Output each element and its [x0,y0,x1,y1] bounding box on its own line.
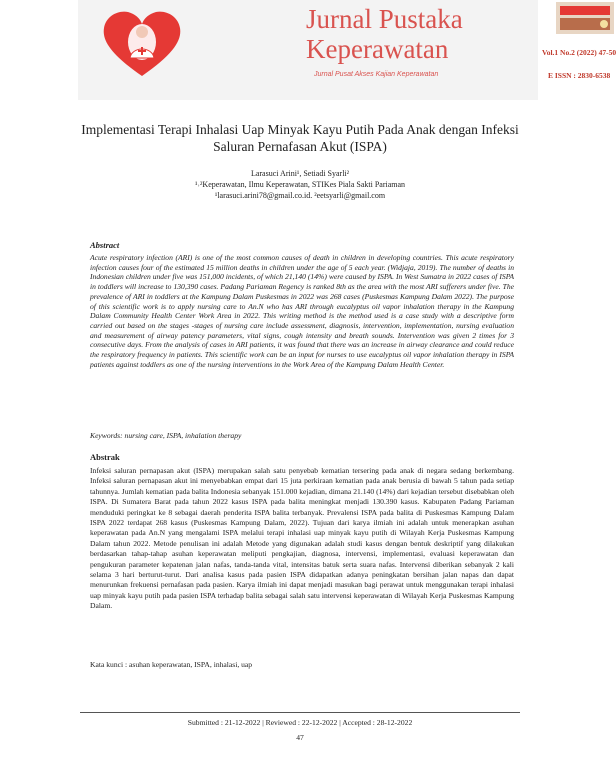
article-title: Implementasi Terapi Inhalasi Uap Minyak Kayu Putih Pada Anak dengan Infeksi Saluran Pernafasan Akut (ISPA) [81,122,519,154]
article-authors: Larasuci Arini¹, Setiadi Syarli² [250,169,350,178]
journal-cover-icon [556,2,614,34]
journal-header [78,0,616,100]
page-number: 47 [296,733,304,742]
journal-issn: E ISSN : 2830-6538 [548,71,611,80]
journal-volume: Vol.1 No.2 (2022) 47-50 [542,48,616,57]
journal-title [306,4,463,64]
heart-logo-icon [100,6,184,80]
footer-divider [80,712,520,713]
article-emails: ¹larasuci.arini78@gmail.co.id. ²eetsyarli@gmail.com [214,191,386,200]
abstract-id-text: Infeksi saluran pernapasan akut (ISPA) merupakan salah satu penyebab kematian tersering pada anak di negara sedang berkembang. Infeksi saluran pernapasan akut ini menyebabkan empat dari 15 juta perkiraan kematian pada anak berusia di bawah 5 tahun pada setiap tahunnya. Jumlah kematian pada balita Indonesia sebanyak 151.000 kejadian, dimana 21.140 (14%) dari kejadian tersebut disebabkan oleh ISPA. Di Sumatera Barat pada tahun 2022 kasus ISPA pada balita meningkat menjadi 130.390 kasus. Kabupaten Padang Pariaman menduduki peringkat ke 8 sebagai daerah penderita ISPA balita terbanyak. Prevalensi ISPA pada balita di Puskesmas Kampung Dalam ISPA 2022 terdapat 268 kasus (Puskesmas Kampung Dalam, 2022). Tujuan dari karya ilmiah ini adalah untuk menerapkan asuhan keperawatan pada An.N yang mengalami ISPA melalui terapi inhalasi uap minyak kayu putih di Wilayah Kerja Puskesmas Kampung Dalam tahun 2022. Metode penulisan ini adalah Metode yang digunakan adalah studi kasus dengan bentuk deskriptif yang dilakukan berdasarkan tahap-tahap asuhan keperawatan meliputi pengkajian, diagnosa, intervensi, implementasi, evaluasi keperawatan dan pengukuran parameter kepatenan jalan nafas, tanda-tanda vital, intensitas batuk serta suara nafas. Intervensi diberikan sebanyak 2 kali selama 3 hari berturut-turut. Dari analisa kasus pada pasien ISPA didapatkan adanya peningkatan bersihan jalan napas dan dapat menurunkan frekuensi pernafasan pada pasien. Karya ilmiah ini dapat menjadi masukan bagi perawat untuk menggunakan terapi inhalasi uap minyak kayu putih pada pasien ISPA terhadap balita sebagai salah satu intervensi keperawatan di Wilayah Kerja Puskesmas Kampung Dalam. [90,466,514,611]
article-affiliation: ¹˒²Keperawatan, Ilmu Keperawatan, STIKes Piala Sakti Pariaman [194,180,406,189]
journal-tagline: Jurnal Pusat Akses Kajian Keperawatan [314,71,439,78]
keywords-id: Kata kunci : asuhan keperawatan, ISPA, inhalasi, uap [90,660,253,669]
abstract-en-text: Acute respiratory infection (ARI) is one of the most common causes of death in children in developing countries. This acute respiratory infection causes four of the estimated 15 million deaths in children under the age of 5 each year. (Widjaja, 2019). The number of deaths in Indonesian children under five was 151,000 incidents, of which 21,140 (14%) were caused by ISPA. In West Sumatra in 2022 cases of ISPA in toddlers will increase to 130,390 cases. Padang Pariaman Regency is ranked 8th as the area with the most ARI sufferers under five. The prevalence of ARI in toddlers at the Kampung Dalam Puskesmas in 2022 was 268 cases (Puskesmas Kampung Dalam 2022). The purpose of this scientific work is to apply nursing care to An.N who has ARI through eucalyptus oil vapor inhalation therapy in the Kampung Dalam Community Health Center Work Area in 2022. This writing method is the method used is a case study with a descriptive form carried out based on the stages -stages of nursing care include assessment, diagnosis, intervention, implementation, nursing evaluation and measurement of airway patency parameters, vital signs, cough intensity and breath sounds. Intervention was given 2 times for 3 consecutive days. From the analysis of cases in ARI patients, it was found that there was an increase in airway clearance and could reduce the respiratory frequency in patients. This scientific work can be an input for nurses to use eucalyptus oil vapor inhalation therapy in ISPA patients against toddlers as one of the nursing interventions in the Work Area of the Kampung Dalam Health Center. [90,253,514,369]
abstract-id-heading: Abstrak [90,452,120,462]
journal-title-line1: Jurnal Pustaka [306,4,463,34]
journal-title-line2: Keperawatan [306,34,449,64]
abstract-en-heading: Abstract [90,240,120,250]
keywords-en: Keywords: nursing care, ISPA, inhalation therapy [90,431,242,440]
footer-dates: Submitted : 21-12-2022 | Reviewed : 22-12-2022 | Accepted : 28-12-2022 [187,718,413,727]
